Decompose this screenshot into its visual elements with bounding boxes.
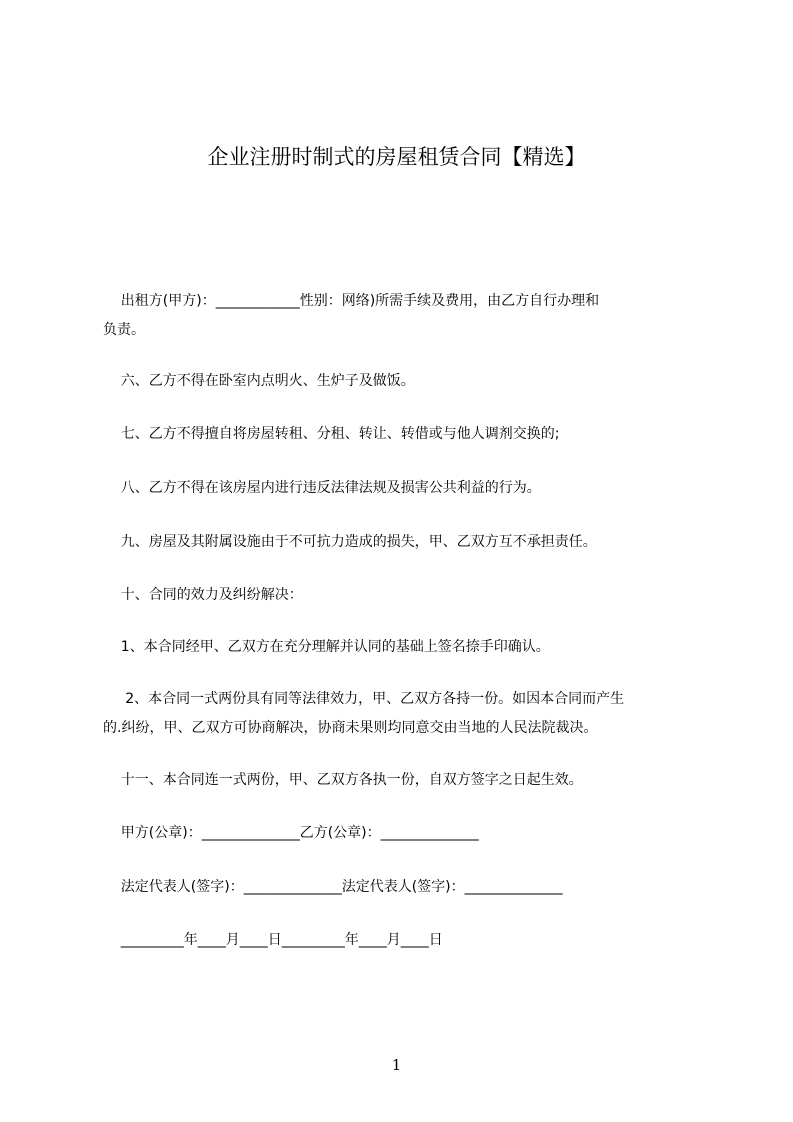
paragraph-line: 的.纠纷，甲、乙双方可协商解决，协商未果则均同意交由当地的人民法院裁决。	[103, 720, 598, 736]
clause-9	[103, 528, 703, 557]
paragraph-line: 甲方(公章)：______________乙方(公章)：______________	[103, 825, 479, 841]
clause-11	[103, 766, 703, 795]
clause-10-item-2	[103, 685, 703, 743]
clause-10-heading	[103, 581, 703, 610]
signature-seal-line	[103, 819, 703, 848]
paragraph-line: _________年____月____日_________年____月____日	[103, 932, 443, 948]
paragraph-lessor	[103, 287, 703, 345]
page-title: 企业注册时制式的房屋租赁合同【精选】	[207, 145, 586, 169]
paragraph-line: 十、合同的效力及纠纷解决：	[103, 587, 303, 603]
signature-representative-line	[103, 873, 703, 902]
paragraph-line: 法定代表人(签字)：______________法定代表人(签字)：______________	[103, 879, 563, 895]
signature-date-line	[103, 926, 703, 955]
clause-10-item-1	[103, 633, 703, 662]
paragraph-line: 出租方(甲方)：____________性别：网络)所需手续及费用，由乙方自行办理和	[103, 293, 600, 309]
paragraph-line: 六、乙方不得在卧室内点明火、生炉子及做饭。	[103, 373, 415, 389]
clause-6	[103, 367, 703, 396]
clause-8	[103, 474, 703, 503]
paragraph-line: 2、本合同一式两份具有同等法律效力，甲、乙双方各持一份。如因本合同而产生	[103, 691, 625, 707]
paragraph-line: 七、乙方不得擅自将房屋转租、分租、转让、转借或与他人调剂交换的;	[103, 426, 560, 442]
paragraph-line: 九、房屋及其附属设施由于不可抗力造成的损失，甲、乙双方互不承担责任。	[103, 534, 597, 550]
paragraph-line: 八、乙方不得在该房屋内进行违反法律法规及损害公共利益的行为。	[103, 480, 541, 496]
paragraph-line: 1、本合同经甲、乙双方在充分理解并认同的基础上签名捺手印确认。	[103, 639, 550, 655]
clause-7	[103, 420, 703, 449]
page-number: 1	[391, 1056, 402, 1074]
paragraph-line: 十一、本合同连一式两份，甲、乙双方各执一份，自双方签字之日起生效。	[103, 772, 583, 788]
paragraph-line: 负责。	[103, 322, 145, 338]
